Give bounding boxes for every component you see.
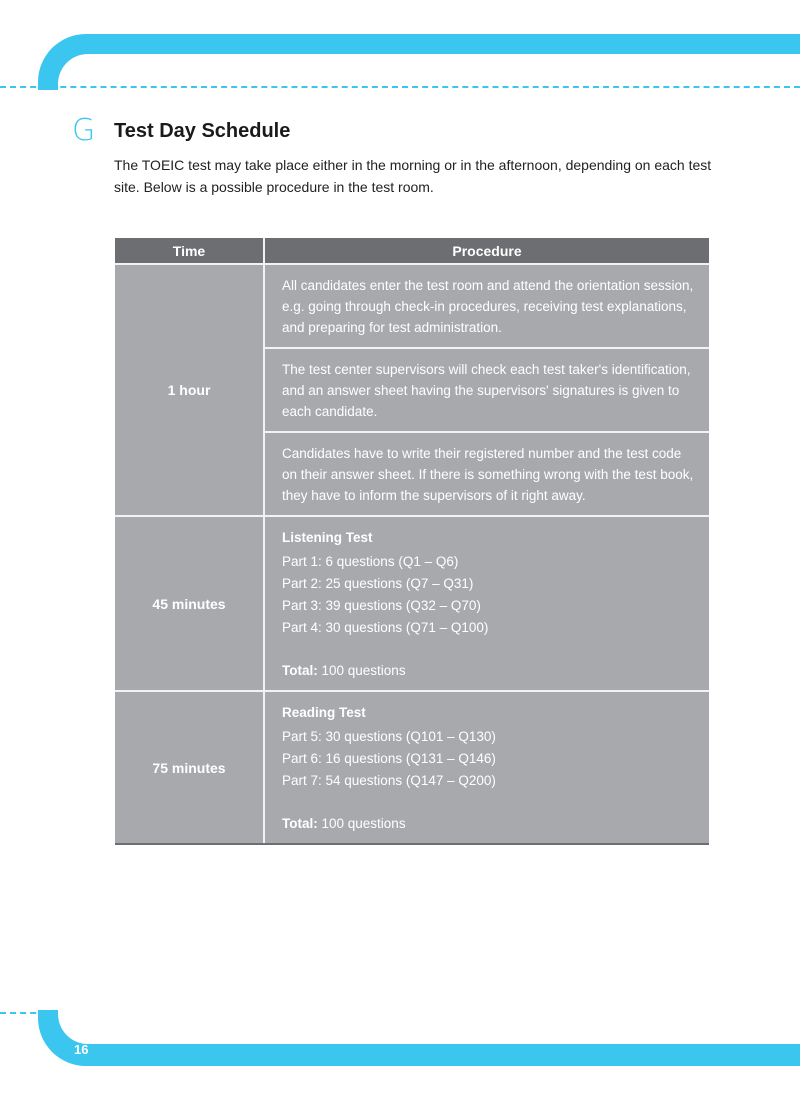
top-dashed-divider: [0, 86, 800, 88]
reading-part-5: Part 5: 30 questions (Q101 – Q130): [282, 729, 496, 744]
section-title: Test Day Schedule: [114, 120, 291, 142]
time-cell-listening: 45 minutes: [115, 516, 264, 691]
listening-part-4: Part 4: 30 questions (Q71 – Q100): [282, 620, 489, 635]
time-cell-reading: 75 minutes: [115, 691, 264, 844]
procedure-step-2: The test center supervisors will check each test taker's identification, and an answer sheet having the supervisors' signatures is given to each candidate.: [264, 348, 709, 432]
time-cell-1hour: 1 hour: [115, 264, 264, 516]
schedule-table: [115, 238, 709, 845]
top-bar-inner-curve: [58, 54, 800, 94]
bottom-bar-inner-curve: [58, 1004, 800, 1044]
reading-total-value: 100 questions: [317, 816, 406, 831]
listening-part-3: Part 3: 39 questions (Q32 – Q70): [282, 598, 481, 613]
page-number: 16: [74, 1042, 89, 1057]
table-row: [115, 264, 709, 348]
table-header-row: [115, 238, 709, 264]
reading-total: [282, 813, 699, 834]
procedure-step-1: All candidates enter the test room and attend the orientation session, e.g. going through check-in procedures, receiving test explanations, and preparing for test administration.: [264, 264, 709, 348]
reading-part-6: Part 6: 16 questions (Q131 – Q146): [282, 751, 496, 766]
listening-test-cell: [264, 516, 709, 691]
listening-total: [282, 660, 699, 681]
table-row: [115, 691, 709, 844]
listening-total-value: 100 questions: [317, 663, 406, 678]
procedure-step-3: Candidates have to write their registered number and the test code on their answer sheet. If there is something wrong with the test book, they have to inform the supervisors of it right away.: [264, 432, 709, 516]
time-column-header: Time: [115, 238, 264, 264]
reading-test-cell: [264, 691, 709, 844]
table-row: [115, 516, 709, 691]
listening-part-1: Part 1: 6 questions (Q1 – Q6): [282, 554, 459, 569]
listening-part-2: Part 2: 25 questions (Q7 – Q31): [282, 576, 474, 591]
reading-part-7: Part 7: 54 questions (Q147 – Q200): [282, 773, 496, 788]
listening-test-heading: Listening Test: [282, 530, 373, 545]
section-intro: The TOEIC test may take place either in the morning or in the afternoon, depending on each test site. Below is a possible procedure in the test room.: [114, 157, 712, 195]
listening-total-label: Total:: [282, 663, 318, 678]
reading-total-label: Total:: [282, 816, 318, 831]
section-letter: G: [72, 113, 96, 148]
reading-test-heading: Reading Test: [282, 705, 366, 720]
procedure-column-header: Procedure: [264, 238, 709, 264]
